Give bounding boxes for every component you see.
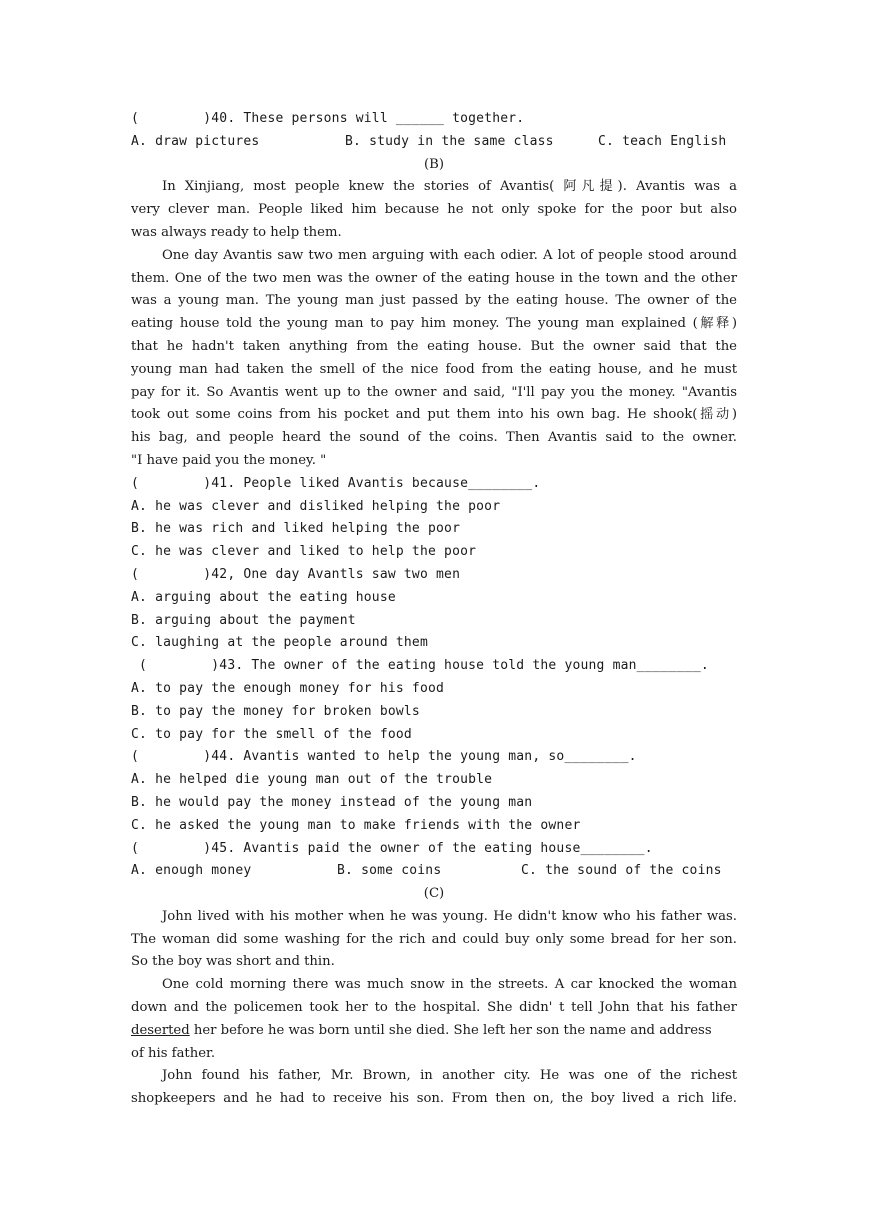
section-b-p2-line: pay for it. So Avantis went up to the owner and said, "I'll pay you the money. "Avantis: [131, 384, 737, 400]
section-b-p2-line: them. One of the two men was the owner of the eating house in the town and the other: [131, 270, 737, 286]
section-c-p2-line: [131, 1020, 737, 1043]
question-43-option: B. to pay the money for broken bowls: [131, 703, 420, 719]
section-c-p1-line: So the boy was short and thin.: [131, 954, 335, 970]
question-45-stem: ( )45. Avantis paid the owner of the eating house________.: [131, 840, 653, 856]
underlined-word: deserted: [131, 1022, 190, 1038]
question-44-option: C. he asked the young man to make friends with the owner: [131, 817, 581, 833]
section-b-p2-line: One day Avantis saw two men arguing with each odier. A lot of people stood around: [162, 247, 737, 263]
question-44-stem: ( )44. Avantis wanted to help the young man, so________.: [131, 749, 637, 765]
q45-option-a: A. enough money: [131, 863, 252, 879]
question-44-option: A. he helped die young man out of the trouble: [131, 772, 493, 788]
question-41-option: B. he was rich and liked helping the poor: [131, 521, 461, 537]
question-42-stem: ( )42, One day Avantls saw two men: [131, 566, 461, 582]
section-c-p1-line: The woman did some washing for the rich and could buy only some bread for her son.: [131, 931, 737, 947]
question-45-options: [131, 860, 737, 883]
question-40-stem: ( )40. These persons will ______ together.: [131, 111, 525, 126]
section-b-p1-line: In Xinjiang, most people knew the stories of Avantis( 阿凡提). Avantis was a: [162, 179, 737, 195]
section-b-p2-line: young man had taken the smell of the nice food from the eating house, and he must: [131, 361, 737, 377]
section-b-p1-line: very clever man. People liked him because he not only spoke for the poor but also: [131, 202, 737, 218]
question-44-option: B. he would pay the money instead of the young man: [131, 794, 533, 810]
section-c-p3-line: John found his father, Mr. Brown, in another city. He was one of the richest: [162, 1068, 737, 1084]
section-b-p2-line: his bag, and people heard the sound of the coins. Then Avantis said to the owner.: [131, 430, 737, 446]
section-c-p2-line: One cold morning there was much snow in the streets. A car knocked the woman: [162, 977, 737, 993]
question-43-stem: ( )43. The owner of the eating house told the young man________.: [131, 658, 709, 674]
section-c-p2-line-rest: her before he was born until she died. She left her son the name and address: [189, 1022, 712, 1038]
section-b-heading: (B): [424, 156, 444, 172]
question-43-option: C. to pay for the smell of the food: [131, 726, 412, 742]
section-c-p2-line: of his father.: [131, 1045, 216, 1061]
section-b-p1-line: was always ready to help them.: [131, 224, 342, 240]
section-c-heading: (C): [423, 886, 445, 902]
question-41-option: C. he was clever and liked to help the poor: [131, 544, 477, 560]
q45-option-c: C. the sound of the coins: [521, 863, 722, 879]
section-b-p2-line: took out some coins from his pocket and put them into his own bag. He shook(摇动): [131, 407, 737, 423]
document-page: [131, 108, 737, 1111]
section-b-p2-line: was a young man. The young man just passed by the eating house. The owner of the: [131, 293, 737, 309]
q45-option-b: B. some coins: [337, 863, 442, 879]
question-43-option: A. to pay the enough money for his food: [131, 680, 445, 696]
section-b-p2-line: that he hadn't taken anything from the eating house. But the owner said that the: [131, 338, 737, 354]
section-b-p2-line: eating house told the young man to pay him money. The young man explained (解释): [131, 316, 737, 332]
section-b-p2-line: "I have paid you the money. ": [131, 452, 327, 468]
question-41-option: A. he was clever and disliked helping the poor: [131, 498, 501, 514]
section-c-p2-line: down and the policemen took her to the hospital. She didn' t tell John that his father: [131, 1000, 737, 1016]
question-40-options: [131, 131, 737, 154]
section-c-p3-line: shopkeepers and he had to receive his son. From then on, the boy lived a rich life.: [131, 1091, 737, 1107]
question-42-option: B. arguing about the payment: [131, 612, 356, 628]
q40-option-c: C. teach English: [598, 133, 727, 149]
question-41-stem: ( )41. People liked Avantis because________.: [131, 475, 541, 491]
question-42-option: C. laughing at the people around them: [131, 635, 428, 651]
q40-option-b: B. study in the same class: [345, 133, 554, 149]
q40-option-a: A. draw pictures: [131, 133, 260, 149]
section-c-p1-line: John lived with his mother when he was young. He didn't know who his father was.: [162, 908, 737, 924]
question-42-option: A. arguing about the eating house: [131, 589, 396, 605]
